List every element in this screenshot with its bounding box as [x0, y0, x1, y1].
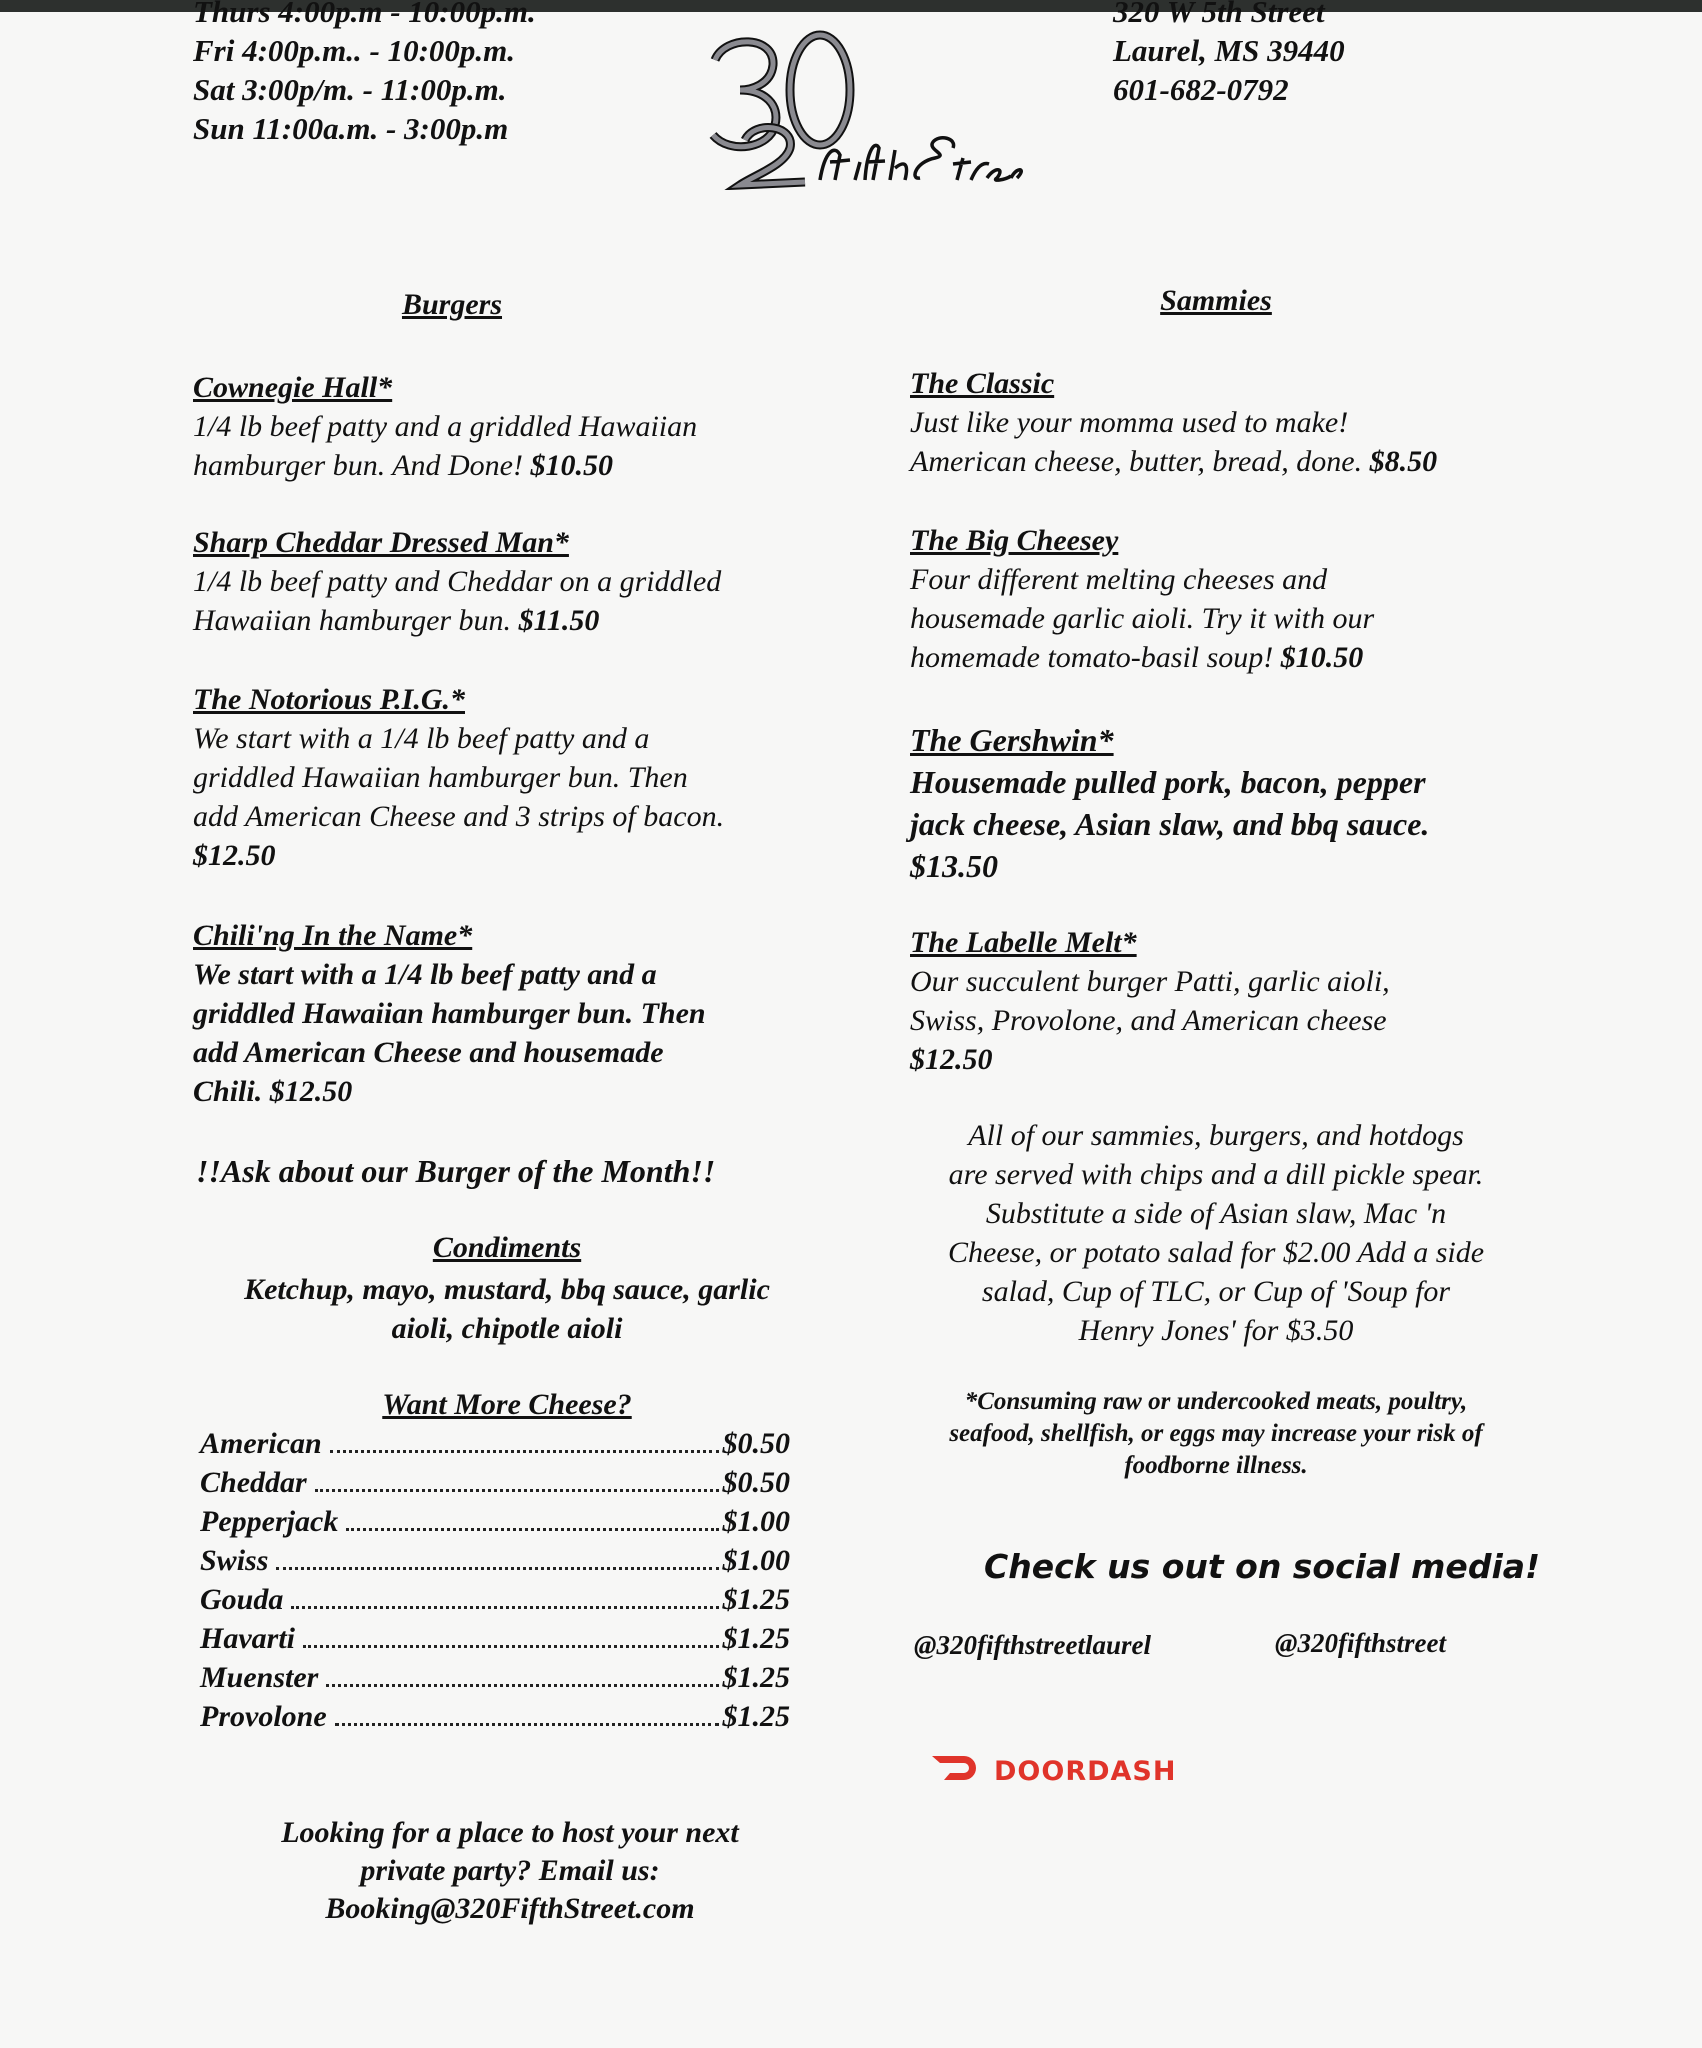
cheese-row: American $0.50: [200, 1427, 790, 1460]
cheese-row: Swiss $1.00: [200, 1544, 790, 1577]
cheese-row: Pepperjack $1.00: [200, 1505, 790, 1538]
social-handle[interactable]: @320fifthstreet: [1275, 1628, 1446, 1658]
address-block: 320 W 5th Street Laurel, MS 39440 601-682-0792: [1113, 0, 1345, 107]
condiments-list: Ketchup, mayo, mustard, bbq sauce, garlic aioli, chipotle aioli: [244, 1273, 770, 1345]
burger-of-month-promo: !!Ask about our Burger of the Month!!: [196, 1153, 716, 1189]
cheese-row: Provolone $1.25: [200, 1700, 790, 1733]
cheese-row: Cheddar $0.50: [200, 1466, 790, 1499]
price: $10.50: [530, 449, 613, 482]
cheese-heading: Want More Cheese?: [382, 1388, 632, 1421]
restaurant-logo: [695, 30, 1025, 190]
menu-item: Cownegie Hall* 1/4 lb beef patty and a griddled Hawaiian hamburger bun. And Done! $10.50: [193, 371, 698, 482]
booking-info: Looking for a place to host your next private party? Email us: Booking@320FifthStreet.com: [281, 1816, 739, 1925]
cheese-row: Gouda $1.25: [200, 1583, 790, 1616]
doordash-logo-icon: [930, 1753, 982, 1790]
price: $11.50: [518, 604, 600, 637]
opening-hours: Thurs 4:00p.m - 10:00p.m. Fri 4:00p.m.. - 10:00p.m. Sat 3:00p/m. - 11:00p.m. Sun 11:00a.m. - 3:00p.m: [193, 0, 536, 146]
burgers-heading: Burgers: [401, 288, 503, 321]
price: $13.50: [910, 848, 998, 884]
price: $10.50: [1280, 641, 1364, 674]
price: $12.50: [193, 839, 276, 872]
menu-item: The Notorious P.I.G.* We start with a 1/4 lb beef patty and a griddled Hawaiian hamburger bun. Then add American Cheese and 3 strips of bacon. $12.50: [193, 680, 833, 875]
menu-item: The Big Cheesey Four different melting cheeses and housemade garlic aioli. Try it with our homemade tomato-basil soup! $10.50: [910, 524, 1375, 674]
sides-info: All of our sammies, burgers, and hotdogs are served with chips and a dill pickle spear. Substitute a side of Asian slaw, Mac 'n Cheese, or potato salad for $2.00 Add a side salad, Cup of TLC, or Cup of 'Soup for Henry Jones' for $3.50: [947, 1119, 1485, 1347]
food-safety-disclaimer: *Consuming raw or undercooked meats, poultry, seafood, shellfish, or eggs may increase your risk of foodborne illness.: [949, 1388, 1483, 1479]
menu-item: The Gershwin* Housemade pulled pork, bacon, pepper jack cheese, Asian slaw, and bbq sauce. $13.50: [910, 719, 1550, 887]
logo-artwork: [695, 30, 1025, 190]
doordash-link[interactable]: DOORDASH: [930, 1753, 1176, 1790]
menu-item: Chili'ng In the Name* We start with a 1/4 lb beef patty and a griddled Hawaiian hamburger bun. Then add American Cheese and housemade Chili. $12.50: [193, 919, 706, 1108]
cheese-row: Havarti $1.25: [200, 1622, 790, 1655]
cheese-row: Muenster $1.25: [200, 1661, 790, 1694]
condiments-heading: Condiments: [432, 1231, 582, 1264]
cheese-price-list: [200, 1424, 790, 1736]
menu-item: The Classic Just like your momma used to make! American cheese, butter, bread, done. $8.50: [910, 367, 1438, 478]
social-handle[interactable]: @320fifthstreetlaurel: [914, 1630, 1151, 1660]
price: $12.50: [269, 1075, 353, 1108]
menu-item: The Labelle Melt* Our succulent burger Patti, garlic aioli, Swiss, Provolone, and American cheese $12.50: [910, 923, 1550, 1079]
price: $8.50: [1369, 445, 1438, 478]
price: $12.50: [910, 1043, 993, 1076]
sammies-heading: Sammies: [1160, 284, 1272, 317]
menu-item: Sharp Cheddar Dressed Man* 1/4 lb beef patty and Cheddar on a griddled Hawaiian hamburger bun. $11.50: [193, 526, 722, 637]
social-media-heading: Check us out on social media!: [984, 1547, 1541, 1586]
